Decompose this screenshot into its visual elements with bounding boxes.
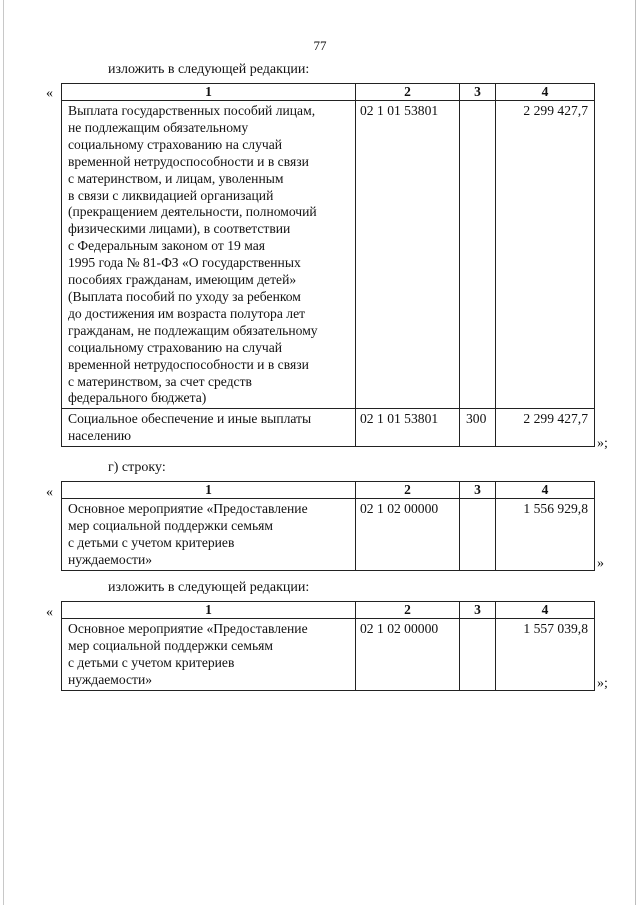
row-name-line: с детьми с учетом критериев [68, 654, 235, 670]
scan-right-edge [635, 0, 636, 905]
section1-intro: изложить в следующей редакции: [108, 62, 310, 77]
row-name-line: нуждаемости» [68, 551, 153, 567]
row-name-line: Основное мероприятие «Предоставление [68, 621, 308, 636]
row-name-line: мер социальной поддержки семьям [68, 517, 273, 533]
row-type: 300 [460, 409, 496, 447]
row-name-line: временной нетрудоспособности и в связи [68, 356, 309, 372]
row-name-line: в связи с ликвидацией организаций [68, 187, 274, 203]
table2-header-col3: 3 [460, 482, 496, 499]
row-name-line: гражданам, не подлежащим обязательному [68, 322, 318, 338]
row-name-line: до достижения им возраста полутора лет [68, 305, 306, 321]
table-row [62, 619, 595, 691]
table-row [62, 101, 595, 409]
table2 [61, 481, 595, 571]
table-row [62, 499, 595, 571]
row-name-line: мер социальной поддержки семьям [68, 637, 273, 653]
row-name-line: (Выплата пособий по уходу за ребенком [68, 288, 301, 304]
table3 [61, 601, 595, 691]
row-type [460, 619, 496, 691]
table2-close-quote: » [597, 556, 604, 571]
table1 [61, 83, 595, 447]
row-name-line: с Федеральным законом от 19 мая [68, 238, 265, 254]
row-type [460, 101, 496, 409]
table3-header-col3: 3 [460, 602, 496, 619]
row-name-line: социальному страхованию на случай [68, 339, 283, 355]
row-name-line: физическими лицами), в соответствии [68, 221, 291, 237]
table1-header-col4: 4 [496, 84, 595, 101]
section3-intro: изложить в следующей редакции: [108, 580, 310, 595]
row-code: 02 1 02 00000 [356, 619, 460, 691]
table3-header-col2: 2 [356, 602, 460, 619]
row-name-line: с материнством, за счет средств [68, 373, 252, 389]
row-name-line: 1995 года № 81-ФЗ «О государственных [68, 255, 301, 271]
row-name-line: федерального бюджета) [68, 390, 207, 406]
table-row [62, 409, 595, 447]
row-name-line: (прекращением деятельности, полномочий [68, 204, 317, 220]
table1-header-col3: 3 [460, 84, 496, 101]
row-sum: 2 299 427,7 [496, 101, 595, 409]
row-name [62, 101, 356, 409]
row-name-line: нуждаемости» [68, 671, 153, 687]
row-name-line: Социальное обеспечение и иные выплаты [68, 411, 312, 427]
table1-header-row [62, 84, 595, 101]
row-name-line: временной нетрудоспособности и в связи [68, 153, 309, 169]
row-sum: 2 299 427,7 [496, 409, 595, 447]
row-name-line: населению [68, 428, 132, 444]
table1-header-col2: 2 [356, 84, 460, 101]
row-code: 02 1 01 53801 [356, 101, 460, 409]
table2-open-quote: « [46, 485, 53, 500]
table3-header-col1: 1 [62, 602, 356, 619]
table2-header-row [62, 482, 595, 499]
table1-close-quote: »; [597, 436, 608, 451]
row-type [460, 499, 496, 571]
row-name-line: с детьми с учетом критериев [68, 534, 235, 550]
row-sum: 1 557 039,8 [496, 619, 595, 691]
section2-intro: г) строку: [108, 460, 166, 475]
table3-header-row [62, 602, 595, 619]
row-name-line: социальному страхованию на случай [68, 136, 283, 152]
row-name-line: с материнством, и лицам, уволенным [68, 170, 284, 186]
table1-open-quote: « [46, 86, 53, 101]
table1-header-col1: 1 [62, 84, 356, 101]
row-name-line: пособиях гражданам, имеющим детей» [68, 272, 297, 288]
table3-header-col4: 4 [496, 602, 595, 619]
page-number: 77 [313, 38, 327, 53]
row-code: 02 1 02 00000 [356, 499, 460, 571]
row-name [62, 409, 356, 447]
row-name [62, 499, 356, 571]
table2-header-col1: 1 [62, 482, 356, 499]
table2-header-col2: 2 [356, 482, 460, 499]
scan-left-edge [3, 0, 4, 905]
row-sum: 1 556 929,8 [496, 499, 595, 571]
row-code: 02 1 01 53801 [356, 409, 460, 447]
row-name-line: Выплата государственных пособий лицам, [68, 103, 316, 118]
table3-close-quote: »; [597, 676, 608, 691]
row-name-line: Основное мероприятие «Предоставление [68, 501, 308, 516]
table3-open-quote: « [46, 605, 53, 620]
row-name [62, 619, 356, 691]
table2-header-col4: 4 [496, 482, 595, 499]
row-name-line: не подлежащим обязательному [68, 119, 249, 135]
